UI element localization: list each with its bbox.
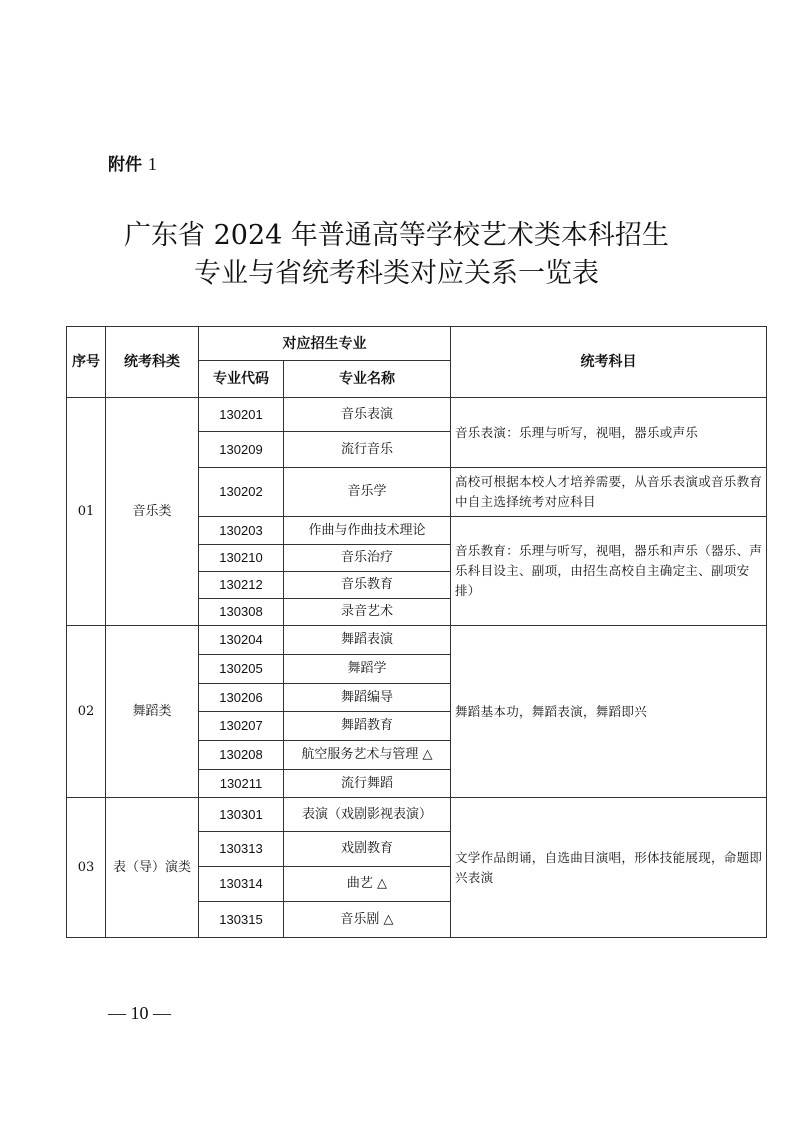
subject-text: 文学作品朗诵，自选曲目演唱，形体技能展现，命题即兴表演 <box>451 798 767 938</box>
major-name: 音乐教育 <box>284 572 451 599</box>
major-name: 舞蹈表演 <box>284 626 451 655</box>
major-code: 130203 <box>199 517 284 545</box>
major-code: 130314 <box>199 867 284 902</box>
major-name: 录音艺术 <box>284 599 451 626</box>
major-name: 舞蹈编导 <box>284 684 451 712</box>
subject-text: 音乐教育：乐理与听写，视唱，器乐和声乐（器乐、声乐科目设主、副项，由招生高校自主确定主、副项安排） <box>451 517 767 626</box>
major-code: 130205 <box>199 655 284 684</box>
group-seq: 03 <box>67 798 106 938</box>
attachment-label: 附件 1 <box>108 154 157 175</box>
major-name: 戏剧教育 <box>284 832 451 867</box>
major-name: 作曲与作曲技术理论 <box>284 517 451 545</box>
major-name: 航空服务艺术与管理 △ <box>284 741 451 770</box>
major-code: 130315 <box>199 902 284 938</box>
major-name: 表演（戏剧影视表演） <box>284 798 451 832</box>
group-seq: 01 <box>67 398 106 626</box>
major-name: 音乐治疗 <box>284 545 451 572</box>
major-name: 音乐剧 △ <box>284 902 451 938</box>
major-code: 130204 <box>199 626 284 655</box>
header-category: 统考科类 <box>106 327 199 398</box>
major-code: 130206 <box>199 684 284 712</box>
group-category: 舞蹈类 <box>106 626 199 798</box>
subject-text: 音乐表演：乐理与听写，视唱，器乐或声乐 <box>451 398 767 468</box>
major-name: 曲艺 △ <box>284 867 451 902</box>
table-row <box>67 798 767 832</box>
major-name: 流行音乐 <box>284 432 451 468</box>
subject-text: 舞蹈基本功，舞蹈表演，舞蹈即兴 <box>451 626 767 798</box>
major-code: 130202 <box>199 468 284 517</box>
major-code: 130208 <box>199 741 284 770</box>
header-seq: 序号 <box>67 327 106 398</box>
table-row <box>67 398 767 432</box>
table-row <box>67 626 767 655</box>
page-number: — 10 — <box>108 1003 171 1023</box>
major-name: 音乐表演 <box>284 398 451 432</box>
major-name: 流行舞蹈 <box>284 770 451 798</box>
major-code: 130201 <box>199 398 284 432</box>
major-code: 130308 <box>199 599 284 626</box>
group-category: 表（导）演类 <box>106 798 199 938</box>
major-code: 130207 <box>199 712 284 741</box>
major-name: 舞蹈学 <box>284 655 451 684</box>
major-name: 音乐学 <box>284 468 451 517</box>
group-category: 音乐类 <box>106 398 199 626</box>
major-code: 130301 <box>199 798 284 832</box>
major-code: 130313 <box>199 832 284 867</box>
major-code: 130209 <box>199 432 284 468</box>
document-title-line1: 广东省 2024 年普通高等学校艺术类本科招生 <box>124 220 669 251</box>
subject-text: 高校可根据本校人才培养需要，从音乐表演或音乐教育中自主选择统考对应科目 <box>451 468 767 517</box>
header-code: 专业代码 <box>199 361 284 398</box>
group-seq: 02 <box>67 626 106 798</box>
header-name: 专业名称 <box>284 361 451 398</box>
header-subjects: 统考科目 <box>451 327 767 398</box>
major-code: 130211 <box>199 770 284 798</box>
header-majors-group: 对应招生专业 <box>199 327 451 361</box>
major-name: 舞蹈教育 <box>284 712 451 741</box>
major-category-table <box>66 326 767 938</box>
major-code: 130210 <box>199 545 284 572</box>
document-title-line2: 专业与省统考科类对应关系一览表 <box>194 258 599 289</box>
attachment-number: 1 <box>147 154 157 174</box>
major-code: 130212 <box>199 572 284 599</box>
